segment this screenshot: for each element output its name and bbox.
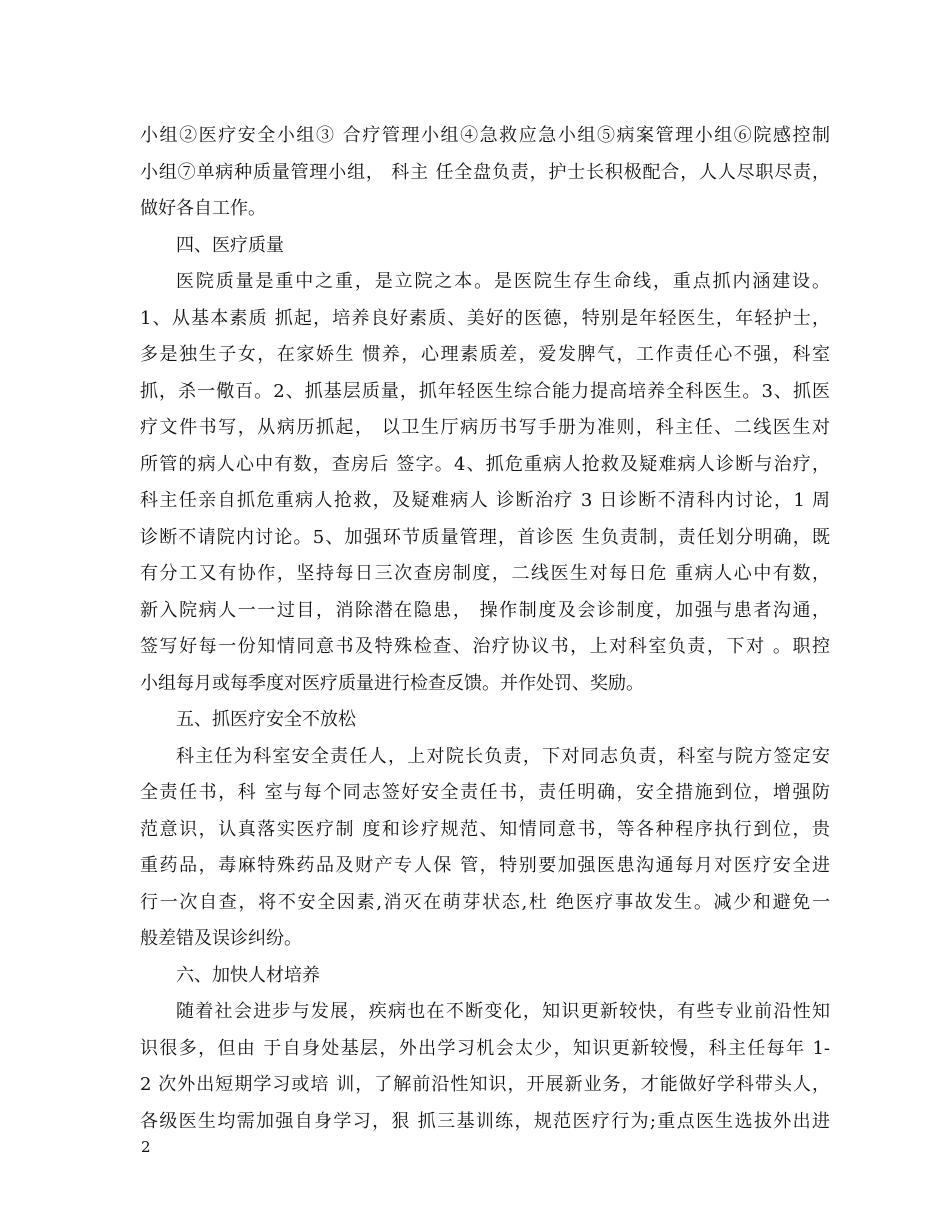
text-line: 各级医生均需加强自身学习，狠 抓三基训练，规范医疗行为;重点医生选拔外出进	[140, 1110, 830, 1132]
text-line: 小组②医疗安全小组③ 合疗管理小组④急救应急小组⑤病案管理小组⑥院感控制	[140, 125, 830, 146]
body-text	[140, 118, 830, 1140]
paragraph-first-line: 科主任为科室安全责任人，上对院长负责，下对同志负责，科室与院方签定安	[176, 745, 830, 767]
text-line: 所管的病人心中有数，查房后 签字。4、抓危重病人抢救及疑难病人诊断与治疗，	[140, 453, 830, 475]
text-line: 行一次自查，将不安全因素,消灭在萌芽状态,杜 绝医疗事故发生。减少和避免一	[140, 891, 830, 913]
text-line: 新入院病人一一过目，消除潜在隐患， 操作制度及会诊制度，加强与患者沟通，	[140, 599, 830, 621]
paragraph-first-line: 随着社会进步与发展，疾病也在不断变化，知识更新较快，有些专业前沿性知	[176, 1001, 830, 1022]
text-line: 抓，杀一儆百。2、抓基层质量，抓年轻医生综合能力提高培养全科医生。3、抓医	[140, 380, 830, 402]
text-line: 科主任亲自抓危重病人抢救，及疑难病人 诊断治疗 3 日诊断不清科内讨论，1 周	[140, 490, 830, 511]
section-heading-talent-training: 六、加快人材培养	[176, 964, 320, 986]
paragraph-first-line: 医院质量是重中之重，是立院之本。是医院生存生命线，重点抓内涵建设。	[176, 271, 830, 292]
text-line: 有分工又有协作，坚持每日三次查房制度，二线医生对每日危 重病人心中有数，	[140, 563, 830, 584]
section-heading-safety: 五、抓医疗安全不放松	[176, 709, 356, 730]
text-line: 诊断不请院内讨论。5、加强环节质量管理，首诊医 生负责制，责任划分明确，既	[140, 526, 830, 548]
text-line: 般差错及误诊纠纷。	[140, 928, 302, 949]
page-number: 2	[141, 1138, 151, 1156]
text-line: 做好各自工作。	[140, 198, 266, 219]
text-line: 签写好每一份知情同意书及特殊检查、治疗协议书，上对科室负责，下对 。职控	[140, 636, 830, 657]
text-line: 全责任书，科 室与每个同志签好安全责任书，责任明确，安全措施到位，增强防	[140, 782, 830, 803]
text-line: 1、从基本素质 抓起，培养良好素质、美好的医德，特别是年轻医生，年轻护士，	[140, 307, 830, 329]
text-line: 2 次外出短期学习或培 训，了解前沿性知识，开展新业务，才能做好学科带头人，	[140, 1074, 830, 1095]
text-line: 范意识，认真落实医疗制 度和诊疗规范、知情同意书，等各种程序执行到位，贵	[140, 818, 830, 840]
text-line: 识很多，但由 于自身处基层，外出学习机会太少，知识更新较慢，科主任每年 1-	[140, 1037, 830, 1059]
text-line: 小组⑦单病种质量管理小组， 科主 任全盘负责，护士长积极配合，人人尽职尽责，	[140, 161, 830, 183]
text-line: 疗文件书写，从病历抓起， 以卫生厅病历书写手册为准则，科主任、二线医生对	[140, 417, 830, 438]
text-line: 重药品，毒麻特殊药品及财产专人保 管，特别要加强医患沟通每月对医疗安全进	[140, 855, 830, 876]
section-heading-medical-quality: 四、医疗质量	[176, 234, 284, 256]
text-line: 小组每月或每季度对医疗质量进行检查反馈。并作处罚、奖励。	[140, 672, 644, 694]
text-line: 多是独生子女，在家娇生 惯养，心理素质差，爱发脾气，工作责任心不强，科室	[140, 344, 830, 365]
